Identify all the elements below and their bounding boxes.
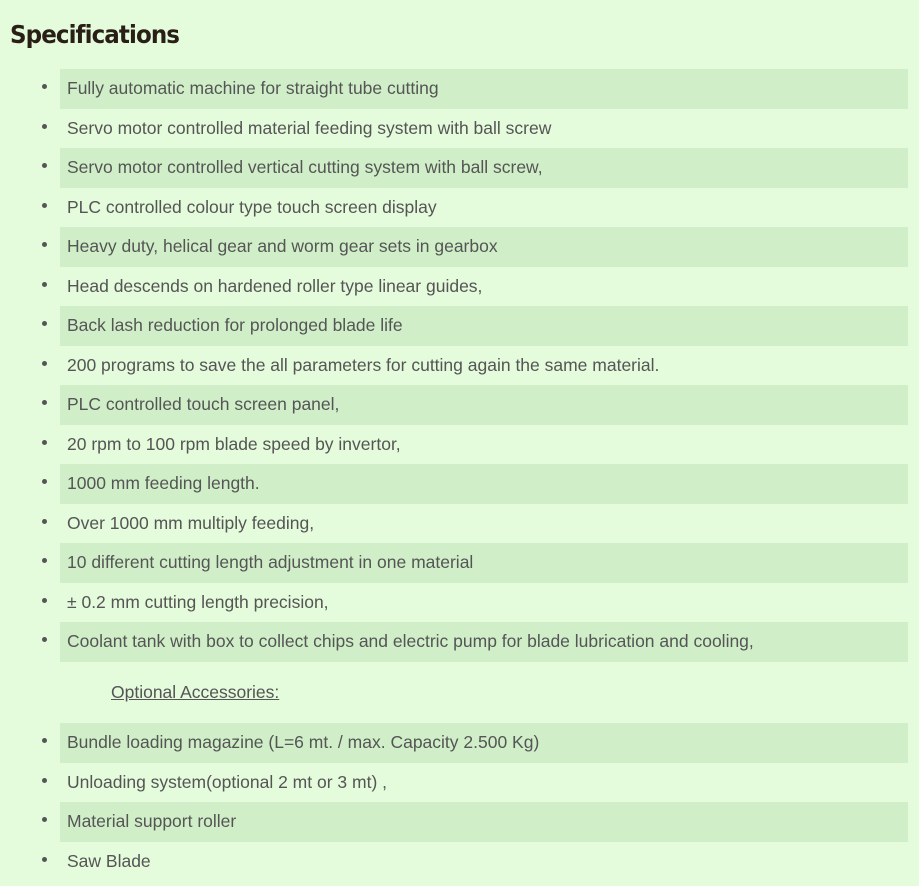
list-item: [0, 227, 919, 267]
list-item-text: PLC controlled touch screen panel,: [60, 385, 908, 425]
list-item: [0, 802, 919, 842]
list-item-text: Bundle loading magazine (L=6 mt. / max. Capacity 2.500 Kg): [60, 723, 908, 763]
bullet-icon: [42, 519, 47, 524]
list-item: [0, 464, 919, 504]
list-item-text: Servo motor controlled material feeding system with ball screw: [67, 117, 552, 138]
bullet-icon: [42, 321, 47, 326]
bullet-icon: [42, 84, 47, 89]
list-item-text: 1000 mm feeding length.: [60, 464, 908, 504]
list-item: [0, 346, 919, 386]
bullet-icon: [42, 242, 47, 247]
bullet-icon: [42, 558, 47, 563]
list-item: [0, 69, 919, 109]
list-item: [0, 267, 919, 307]
bullet-icon: [42, 163, 47, 168]
list-item-text: Servo motor controlled vertical cutting system with ball screw,: [60, 148, 908, 188]
list-item-text: 10 different cutting length adjustment in one material: [60, 543, 908, 583]
page-title: Specifications: [10, 20, 180, 49]
list-item: [0, 306, 919, 346]
optional-accessories-heading: Optional Accessories:: [111, 682, 280, 702]
list-item: [0, 763, 919, 803]
bullet-icon: [42, 440, 47, 445]
specifications-list: [0, 69, 919, 662]
list-item-text: 200 programs to save the all parameters for cutting again the same material.: [67, 354, 660, 375]
list-item: [0, 148, 919, 188]
list-item-text: Over 1000 mm multiply feeding,: [67, 512, 315, 533]
list-item-text: Unloading system(optional 2 mt or 3 mt) ,: [67, 771, 387, 792]
bullet-icon: [42, 203, 47, 208]
bullet-icon: [42, 400, 47, 405]
list-item-text: 20 rpm to 100 rpm blade speed by invertor,: [67, 433, 401, 454]
list-item: [0, 188, 919, 228]
bullet-icon: [42, 479, 47, 484]
bullet-icon: [42, 282, 47, 287]
list-item: [0, 109, 919, 149]
bullet-icon: [42, 778, 47, 783]
bullet-icon: [42, 738, 47, 743]
list-item: [0, 385, 919, 425]
bullet-icon: [42, 857, 47, 862]
bullet-icon: [42, 598, 47, 603]
list-item: [0, 622, 919, 662]
list-item-text: Head descends on hardened roller type linear guides,: [67, 275, 483, 296]
bullet-icon: [42, 361, 47, 366]
list-item: [0, 425, 919, 465]
list-item-text: PLC controlled colour type touch screen display: [67, 196, 437, 217]
list-item: [0, 543, 919, 583]
list-item: [0, 504, 919, 544]
list-item: [0, 723, 919, 763]
bullet-icon: [42, 637, 47, 642]
bullet-icon: [42, 817, 47, 822]
list-item-text: Fully automatic machine for straight tube cutting: [60, 69, 908, 109]
list-item-text: Saw Blade: [67, 850, 151, 871]
list-item-text: ± 0.2 mm cutting length precision,: [67, 591, 329, 612]
list-item: [0, 842, 919, 882]
optional-accessories-list: [0, 723, 919, 881]
bullet-icon: [42, 124, 47, 129]
list-item-text: Coolant tank with box to collect chips and electric pump for blade lubrication and cooling,: [60, 622, 908, 662]
list-item-text: Back lash reduction for prolonged blade life: [60, 306, 908, 346]
list-item-text: Heavy duty, helical gear and worm gear sets in gearbox: [60, 227, 908, 267]
list-item: [0, 583, 919, 623]
list-item-text: Material support roller: [60, 802, 908, 842]
